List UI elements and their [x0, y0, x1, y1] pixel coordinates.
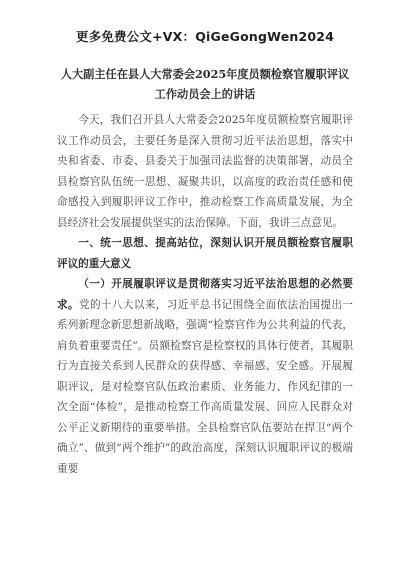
subsection-body-1: 党的十八大以来，习近平总书记围绕全面依法治国提出一系列新理念新思想新战略，强调“检察官作为公共利益的代表，肩负着重要责任”。员额检察官是检察权的具体行使者，其履职行为直接关系到人民群众的获得感、幸福感、安全感。开展履职评议，是对检察官队伍政治素质、业务能力、作风纪律的一次全面“体检”，是推动检察工作高质量发展、回应人民群众对公平正义新期待的重要举措。全县检察官队伍要站在捍卫“两个确立”、做到“两个维护”的政治高度，深刻认识履职评议的极端重要 — [57, 298, 354, 475]
document-body — [57, 110, 353, 479]
subsection-paragraph-1 — [57, 274, 353, 479]
subsection-heading-1: （一）开展履职评议是贯彻落实习近平法治思想的必然要求。 — [57, 278, 353, 311]
intro-paragraph: 今天，我们召开县人大常委会2025年度员额检察官履职评议工作动员会，主要任务是深入贯彻习近平法治思想，落实中央和省委、市委、县委关于加强司法监督的决策部署，动员全县检察官队伍统一思想、凝聚共识，以高度的政治责任感和使命感投入到履职评议工作中，推动检察工作高质量发展，为全县经济社会发展提供坚实的法治保障。下面，我讲三点意见。 — [57, 114, 353, 229]
section-heading-1: 一、统一思想、提高站位，深刻认识开展员额检察官履职评议的重大意义 — [57, 237, 353, 270]
promo-banner: 更多免费公文+VX：QiGeGongWen2024 — [75, 29, 335, 44]
document-title: 人大副主任在县人大常委会2025年度员额检察官履职评议工作动员会上的讲话 — [60, 67, 350, 101]
